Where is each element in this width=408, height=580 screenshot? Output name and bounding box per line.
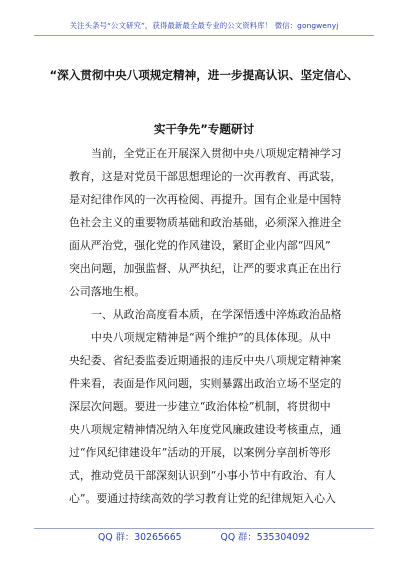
body-line: 央八项规定精神情况纳入年度党风廉政建设考核重点，通 [69, 423, 342, 436]
section-heading: 一、从政治高度看本质，在学深悟透中淬炼政治品格 [91, 308, 342, 321]
body-line: 色社会主义的重要物质基础和政治基础，必须深入推进全 [69, 216, 342, 229]
body-line: 突出问题，加强监督、从严执纪，让严的要求真正在出行 [69, 262, 342, 275]
body-line: 是对纪律作风的一次再检阅、再提升。国有企业是中国特 [69, 193, 342, 206]
body-line: 央纪委、省纪委监委近期通报的违反中央八项规定精神案 [69, 354, 342, 367]
body-line: 过“作风纪律建设年”活动的开展，以案例分享剖析等形 [69, 446, 331, 459]
footer [0, 529, 408, 543]
body-line: 当前，全党正在开展深入贯彻中央八项规定精神学习 [91, 147, 342, 160]
footer-qq-group-2: QQ 群：535304092 [220, 532, 310, 543]
document-title-line-2: 实干争先”专题研讨 [153, 122, 255, 136]
body-line: 深层次问题。要进一步建立“政治体检”机制，将贯彻中 [69, 400, 331, 413]
body-line: 面从严治党，强化党的作风建设，紧盯企业内部“四风” [69, 239, 331, 252]
footer-qq-group-1: QQ 群：30265665 [98, 532, 182, 543]
body-line: 式，推动党员干部深刻认识到“小事小节中有政治、有人 [69, 469, 336, 482]
body-line: 公司落地生根。 [69, 285, 146, 298]
body-line: 中央八项规定精神是“两个维护”的具体体现。从中 [91, 331, 331, 344]
body-line: 心”。要通过持续高效的学习教育让党的纪律规矩入心入 [69, 492, 336, 505]
document-body [69, 142, 349, 510]
document-title-line-1: “深入贯彻中央八项规定精神，进一步提高认识、坚定信心、 [49, 68, 359, 82]
body-line: 教育，这是对党员干部思想理论的一次再教育、再武装， [69, 170, 342, 183]
body-line: 件来看，表面是作风问题，实则暴露出政治立场不坚定的 [69, 377, 342, 390]
header-promo-text: 关注头条号“公文研究”，获得最新最全最专业的公文资料库！ 微信：gongwenyj [69, 21, 339, 30]
header-divider [34, 35, 374, 36]
